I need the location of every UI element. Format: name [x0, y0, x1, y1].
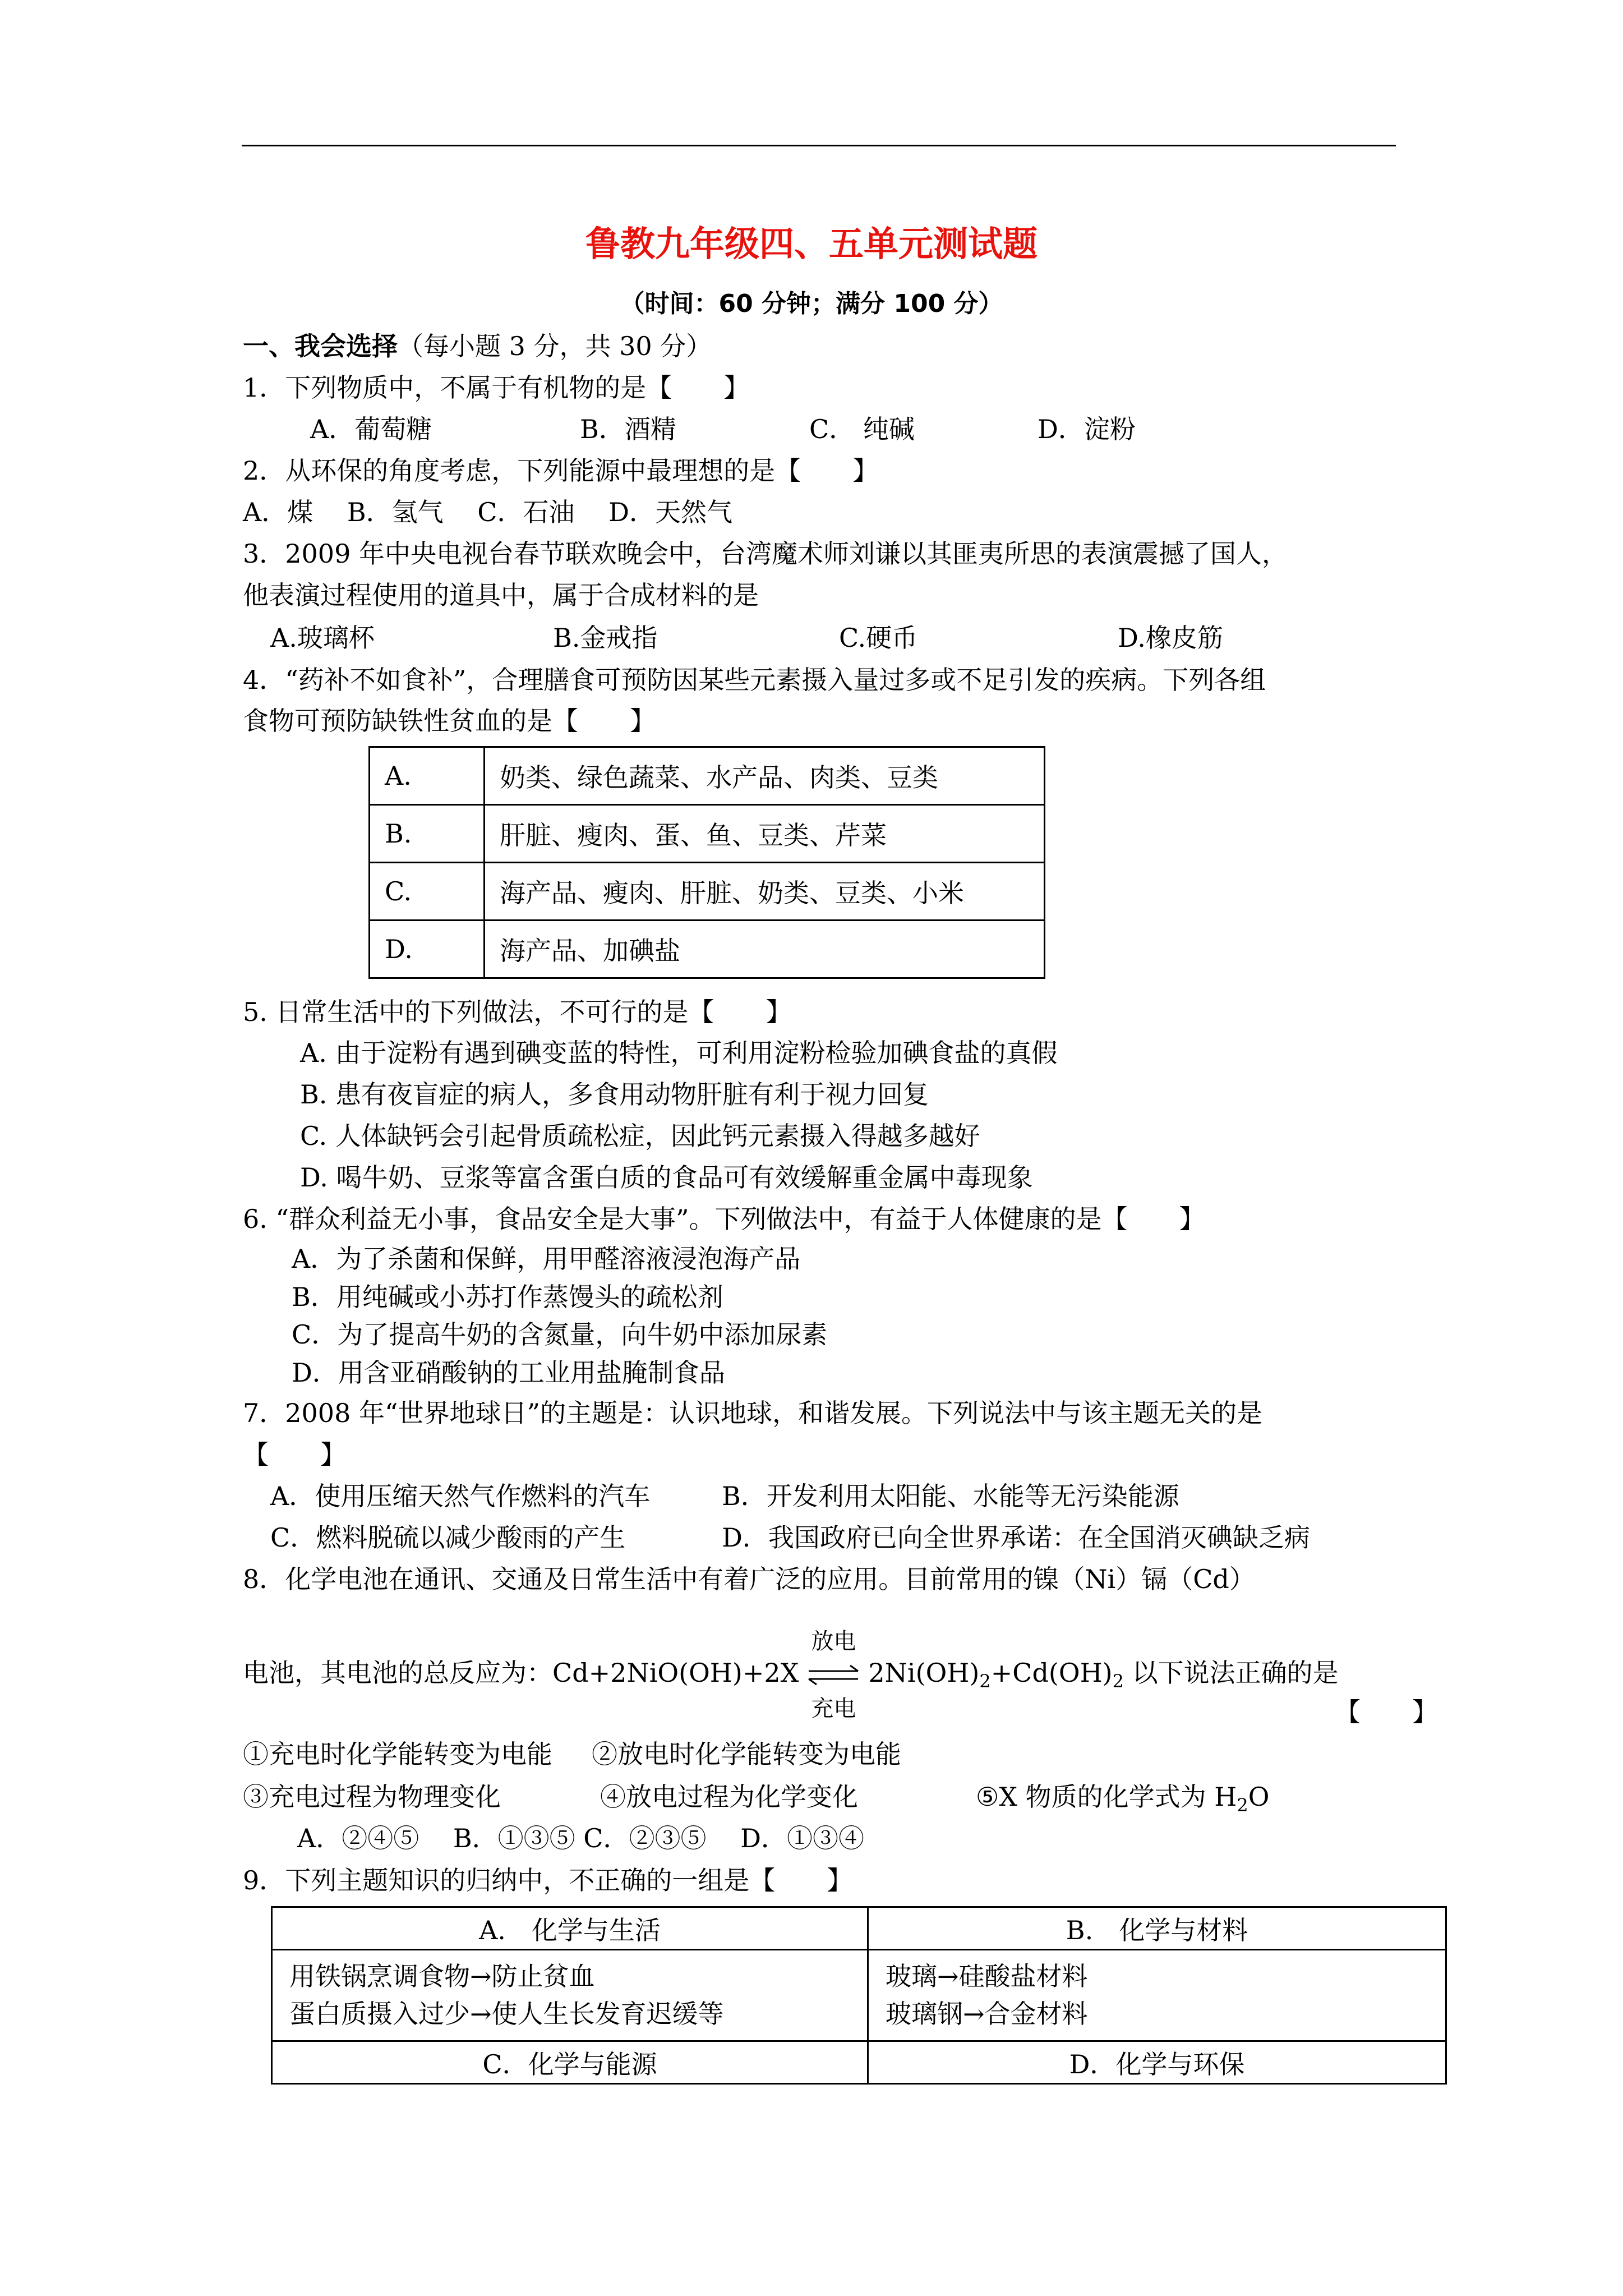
q3-option-a: A.玻璃杯	[270, 623, 375, 653]
q1-option-a: A．葡萄糖	[310, 414, 432, 444]
q7-stem-line2: 【 】	[243, 1439, 346, 1470]
q8-equation	[243, 1628, 1339, 1722]
q8-stem-line1: 8．化学电池在通讯、交通及日常生活中有着广泛的应用。目前常用的镍（Ni）镉（Cd）	[243, 1564, 1255, 1594]
q1-option-c: C． 纯碱	[809, 414, 915, 444]
q9-b-line1: 玻璃→硅酸盐材料	[886, 1961, 1088, 1992]
q5-stem: 5. 日常生活中的下列做法，不可行的是【 】	[243, 997, 792, 1027]
q8-equation-product1: 2Ni(OH)	[868, 1658, 980, 1688]
q4-options-table	[368, 746, 1045, 979]
table-row	[370, 863, 1045, 921]
q9-head-d: D．化学与环保	[868, 2041, 1446, 2084]
section-note: （每小题 3 分，共 30 分）	[398, 331, 712, 361]
section-label: 一、我会选择	[243, 331, 398, 361]
q8-statement-3: ③充电过程为物理变化	[243, 1782, 501, 1812]
q9-head-a: A. 化学与生活	[272, 1907, 868, 1950]
section-heading	[243, 331, 712, 362]
q4-row-content: 海产品、瘦肉、肝脏、奶类、豆类、小米	[485, 863, 1045, 921]
q1-option-d: D．淀粉	[1038, 414, 1136, 444]
q4-row-label: A.	[370, 747, 485, 805]
q7-stem-line1: 7．2008 年“世界地球日”的主题是：认识地球，和谐发展。下列说法中与该主题无关的是	[243, 1398, 1262, 1428]
q9-b-line2: 玻璃钢→合金材料	[886, 1999, 1088, 2029]
q5-option-d: D. 喝牛奶、豆浆等富含蛋白质的食品可有效缓解重金属中毒现象	[300, 1162, 1033, 1193]
q9-a-line2: 蛋白质摄入过少→使人生长发育迟缓等	[289, 1999, 724, 2029]
q3-stem-line2: 他表演过程使用的道具中，属于合成材料的是	[243, 580, 759, 610]
q9-head-b: B. 化学与材料	[868, 1907, 1446, 1950]
q8-subscript: 2	[1237, 1795, 1248, 1816]
reversible-arrow-icon	[805, 1628, 861, 1722]
q3-option-c: C.硬币	[839, 623, 918, 653]
q7-option-b: B．开发利用太阳能、水能等无污染能源	[722, 1481, 1179, 1511]
q4-row-label: B.	[370, 805, 485, 863]
q6-option-c: C．为了提高牛奶的含氮量，向牛奶中添加尿素	[292, 1319, 828, 1350]
q7-option-d: D．我国政府已向全世界承诺：在全国消灭碘缺乏病	[722, 1522, 1310, 1553]
q4-row-content: 海产品、加碘盐	[485, 921, 1045, 978]
q9-a-line1: 用铁锅烹调食物→防止贫血	[289, 1961, 595, 1992]
q5-option-a: A. 由于淀粉有遇到碘变蓝的特性，可利用淀粉检验加碘食盐的真假	[300, 1038, 1058, 1068]
arrow-label-charge: 充电	[811, 1696, 856, 1722]
q8-statement-1: ①充电时化学能转变为电能	[243, 1739, 552, 1769]
q8-equation-product2: +Cd(OH)	[990, 1658, 1113, 1688]
q8-subscript: 2	[979, 1671, 991, 1692]
q8-statement-5-text: ⑤X 物质的化学式为 H	[976, 1782, 1237, 1812]
q4-row-content: 肝脏、瘦肉、蛋、鱼、豆类、芹菜	[485, 805, 1045, 863]
q2-stem: 2．从环保的角度考虑，下列能源中最理想的是【 】	[243, 455, 879, 486]
q8-statement-4: ④放电过程为化学变化	[600, 1782, 858, 1812]
q9-stem: 9．下列主题知识的归纳中，不正确的一组是【 】	[243, 1865, 853, 1895]
q8-statement-2: ②放电时化学能转变为电能	[592, 1739, 901, 1769]
q8-equation-reactants: 电池，其电池的总反应为：Cd+2NiO(OH)+2X	[243, 1658, 799, 1688]
page-title: 鲁教九年级四、五单元测试题	[585, 223, 1038, 264]
q2-options: A．煤 B．氢气 C．石油 D．天然气	[243, 497, 732, 527]
q7-option-c: C．燃料脱硫以减少酸雨的产生	[270, 1522, 626, 1553]
q1-stem: 1．下列物质中，不属于有机物的是【 】	[243, 372, 750, 403]
q8-options: A．②④⑤ B．①③⑤ C．②③⑤ D．①③④	[297, 1823, 864, 1853]
q8-statement-5-tail: O	[1248, 1782, 1270, 1812]
q6-stem: 6. “群众利益无小事，食品安全是大事”。下列做法中，有益于人体健康的是【 】	[243, 1204, 1205, 1234]
q8-equation-suffix: 以下说法正确的是	[1123, 1658, 1339, 1688]
q4-row-label: C.	[370, 863, 485, 921]
table-row	[272, 1950, 1446, 2041]
q3-stem-line1: 3．2009 年中央电视台春节联欢晚会中，台湾魔术师刘谦以其匪夷所思的表演震撼了国人，	[243, 539, 1288, 569]
header-rule	[242, 145, 1396, 146]
equilibrium-arrows-icon	[805, 1664, 861, 1686]
q9-cell-a	[272, 1950, 868, 2041]
q7-option-a: A．使用压缩天然气作燃料的汽车	[270, 1481, 651, 1511]
q8-answer-bracket: 【 】	[1335, 1697, 1438, 1727]
q1-option-b: B．酒精	[580, 414, 676, 444]
table-row	[272, 1907, 1446, 1950]
q6-option-b: B．用纯碱或小苏打作蒸馒头的疏松剂	[292, 1282, 723, 1312]
q8-subscript: 2	[1112, 1671, 1124, 1692]
q5-option-c: C. 人体缺钙会引起骨质疏松症，因此钙元素摄入得越多越好	[300, 1121, 980, 1151]
q4-row-label: D.	[370, 921, 485, 978]
table-row	[370, 747, 1045, 805]
q9-head-c: C．化学与能源	[272, 2041, 868, 2084]
q9-topics-table	[271, 1906, 1447, 2085]
q6-option-d: D．用含亚硝酸钠的工业用盐腌制食品	[292, 1358, 725, 1388]
table-row	[370, 921, 1045, 978]
q3-option-d: D.橡皮筋	[1118, 623, 1223, 653]
q4-stem-line2: 食物可预防缺铁性贫血的是【 】	[243, 706, 656, 736]
q5-option-b: B. 患有夜盲症的病人，多食用动物肝脏有利于视力回复	[300, 1079, 929, 1110]
q4-row-content: 奶类、绿色蔬菜、水产品、肉类、豆类	[485, 747, 1045, 805]
table-row	[272, 2041, 1446, 2084]
q4-stem-line1: 4．“药补不如食补”，合理膳食可预防因某些元素摄入量过多或不足引发的疾病。下列各组	[243, 665, 1266, 695]
arrow-label-discharge: 放电	[811, 1628, 856, 1654]
q3-option-b: B.金戒指	[553, 623, 658, 653]
q9-cell-b	[868, 1950, 1446, 2041]
exam-info: （时间：60 分钟；满分 100 分）	[620, 289, 1003, 318]
table-row	[370, 805, 1045, 863]
q6-option-a: A．为了杀菌和保鲜，用甲醛溶液浸泡海产品	[292, 1244, 801, 1274]
q8-statement-5	[976, 1782, 1269, 1816]
